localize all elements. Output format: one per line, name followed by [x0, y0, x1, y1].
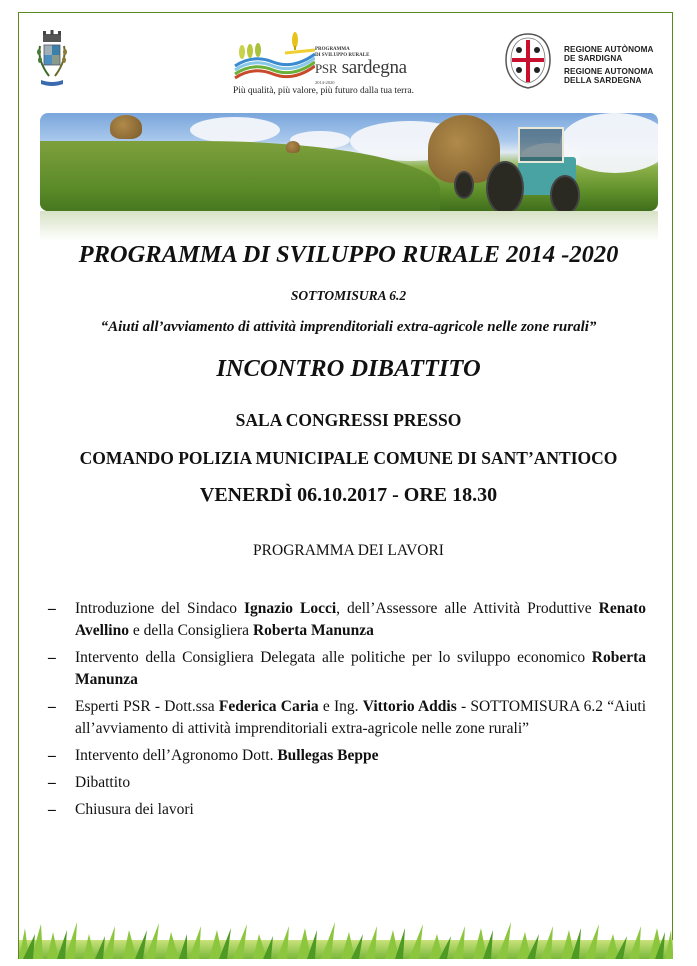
list-item	[48, 745, 646, 767]
submeasure-quote: “Aiuti all’avviamento di attività imprenditoriali extra-agricole nelle zone rurali”	[100, 319, 597, 335]
dash-bullet-icon: –	[48, 600, 56, 617]
dash-bullet-icon: –	[48, 747, 56, 764]
item-text: Introduzione del Sindaco	[75, 600, 244, 617]
psr-years: 2014-2020	[315, 80, 335, 85]
speaker-name: Vittorio Addis	[362, 698, 457, 715]
psr-sardegna-logo	[233, 28, 423, 96]
psr-tagline: Più qualità, più valore, più futuro dalla tua terra.	[233, 86, 414, 96]
item-text: e Ing.	[318, 698, 363, 715]
list-item	[48, 696, 646, 740]
psr-name: PSR sardegna	[315, 57, 407, 78]
item-text: Chiusura dei lavori	[75, 801, 194, 818]
item-text: Dibattito	[75, 774, 131, 791]
rural-landscape-banner-image	[40, 113, 658, 211]
program-list	[48, 598, 646, 826]
list-item	[48, 647, 646, 691]
list-item	[48, 772, 646, 794]
psr-waves-icon	[233, 28, 315, 86]
speaker-name: Bullegas Beppe	[277, 747, 379, 764]
item-text: Esperti PSR - Dott.ssa	[75, 698, 219, 715]
four-moors-crest-icon	[500, 30, 556, 92]
psr-program-label: PROGRAMMA DI SVILUPPO RURALE	[315, 47, 370, 58]
event-datetime: VENERDÌ 06.10.2017 - ORE 18.30	[199, 484, 498, 506]
item-text: , dell’Assessore alle Attività Produttive	[336, 600, 599, 617]
venue-line-2: COMANDO POLIZIA MUNICIPALE COMUNE DI SANT’ANTIOCO	[79, 448, 618, 468]
main-title: PROGRAMMA DI SVILUPPO RURALE 2014 -2020	[78, 241, 619, 268]
program-heading: PROGRAMMA DEI LAVORI	[253, 542, 444, 559]
event-title: INCONTRO DIBATTITO	[216, 355, 481, 382]
speaker-name: Federica Caria	[218, 698, 319, 715]
speaker-name: Roberta Manunza	[252, 622, 374, 639]
dash-bullet-icon: –	[48, 801, 56, 818]
item-text: e della Consigliera	[128, 622, 253, 639]
comune-coat-of-arms-logo	[35, 28, 69, 98]
item-text: - SOTTOMISURA 6.2 “Aiuti all’avviamento di attività imprenditoriali extra-agricole nelle zone rurali”	[75, 698, 647, 737]
item-text: Intervento della Consigliera Delegata alle politiche per lo sviluppo economico	[75, 649, 592, 666]
submeasure-label: SOTTOMISURA 6.2	[290, 288, 407, 303]
speaker-name: Ignazio Locci	[243, 600, 337, 617]
item-text: Intervento dell’Agronomo Dott.	[75, 747, 278, 764]
dash-bullet-icon: –	[48, 774, 56, 791]
speaker-name: Roberta Manunza	[75, 649, 646, 688]
dash-bullet-icon: –	[48, 649, 56, 666]
list-item	[48, 799, 646, 821]
list-item	[48, 598, 646, 642]
regione-sardegna-logo	[500, 34, 670, 94]
speaker-name: Renato Avellino	[75, 600, 646, 639]
banner-reflection	[40, 211, 658, 241]
dash-bullet-icon: –	[48, 698, 56, 715]
venue-line-1: SALA CONGRESSI PRESSO	[235, 410, 462, 430]
region-name: REGIONE AUTÒNOMA DE SARDIGNA REGIONE AUTONOMA DELLA SARDEGNA	[564, 45, 654, 85]
grass-footer-decoration	[19, 920, 673, 959]
